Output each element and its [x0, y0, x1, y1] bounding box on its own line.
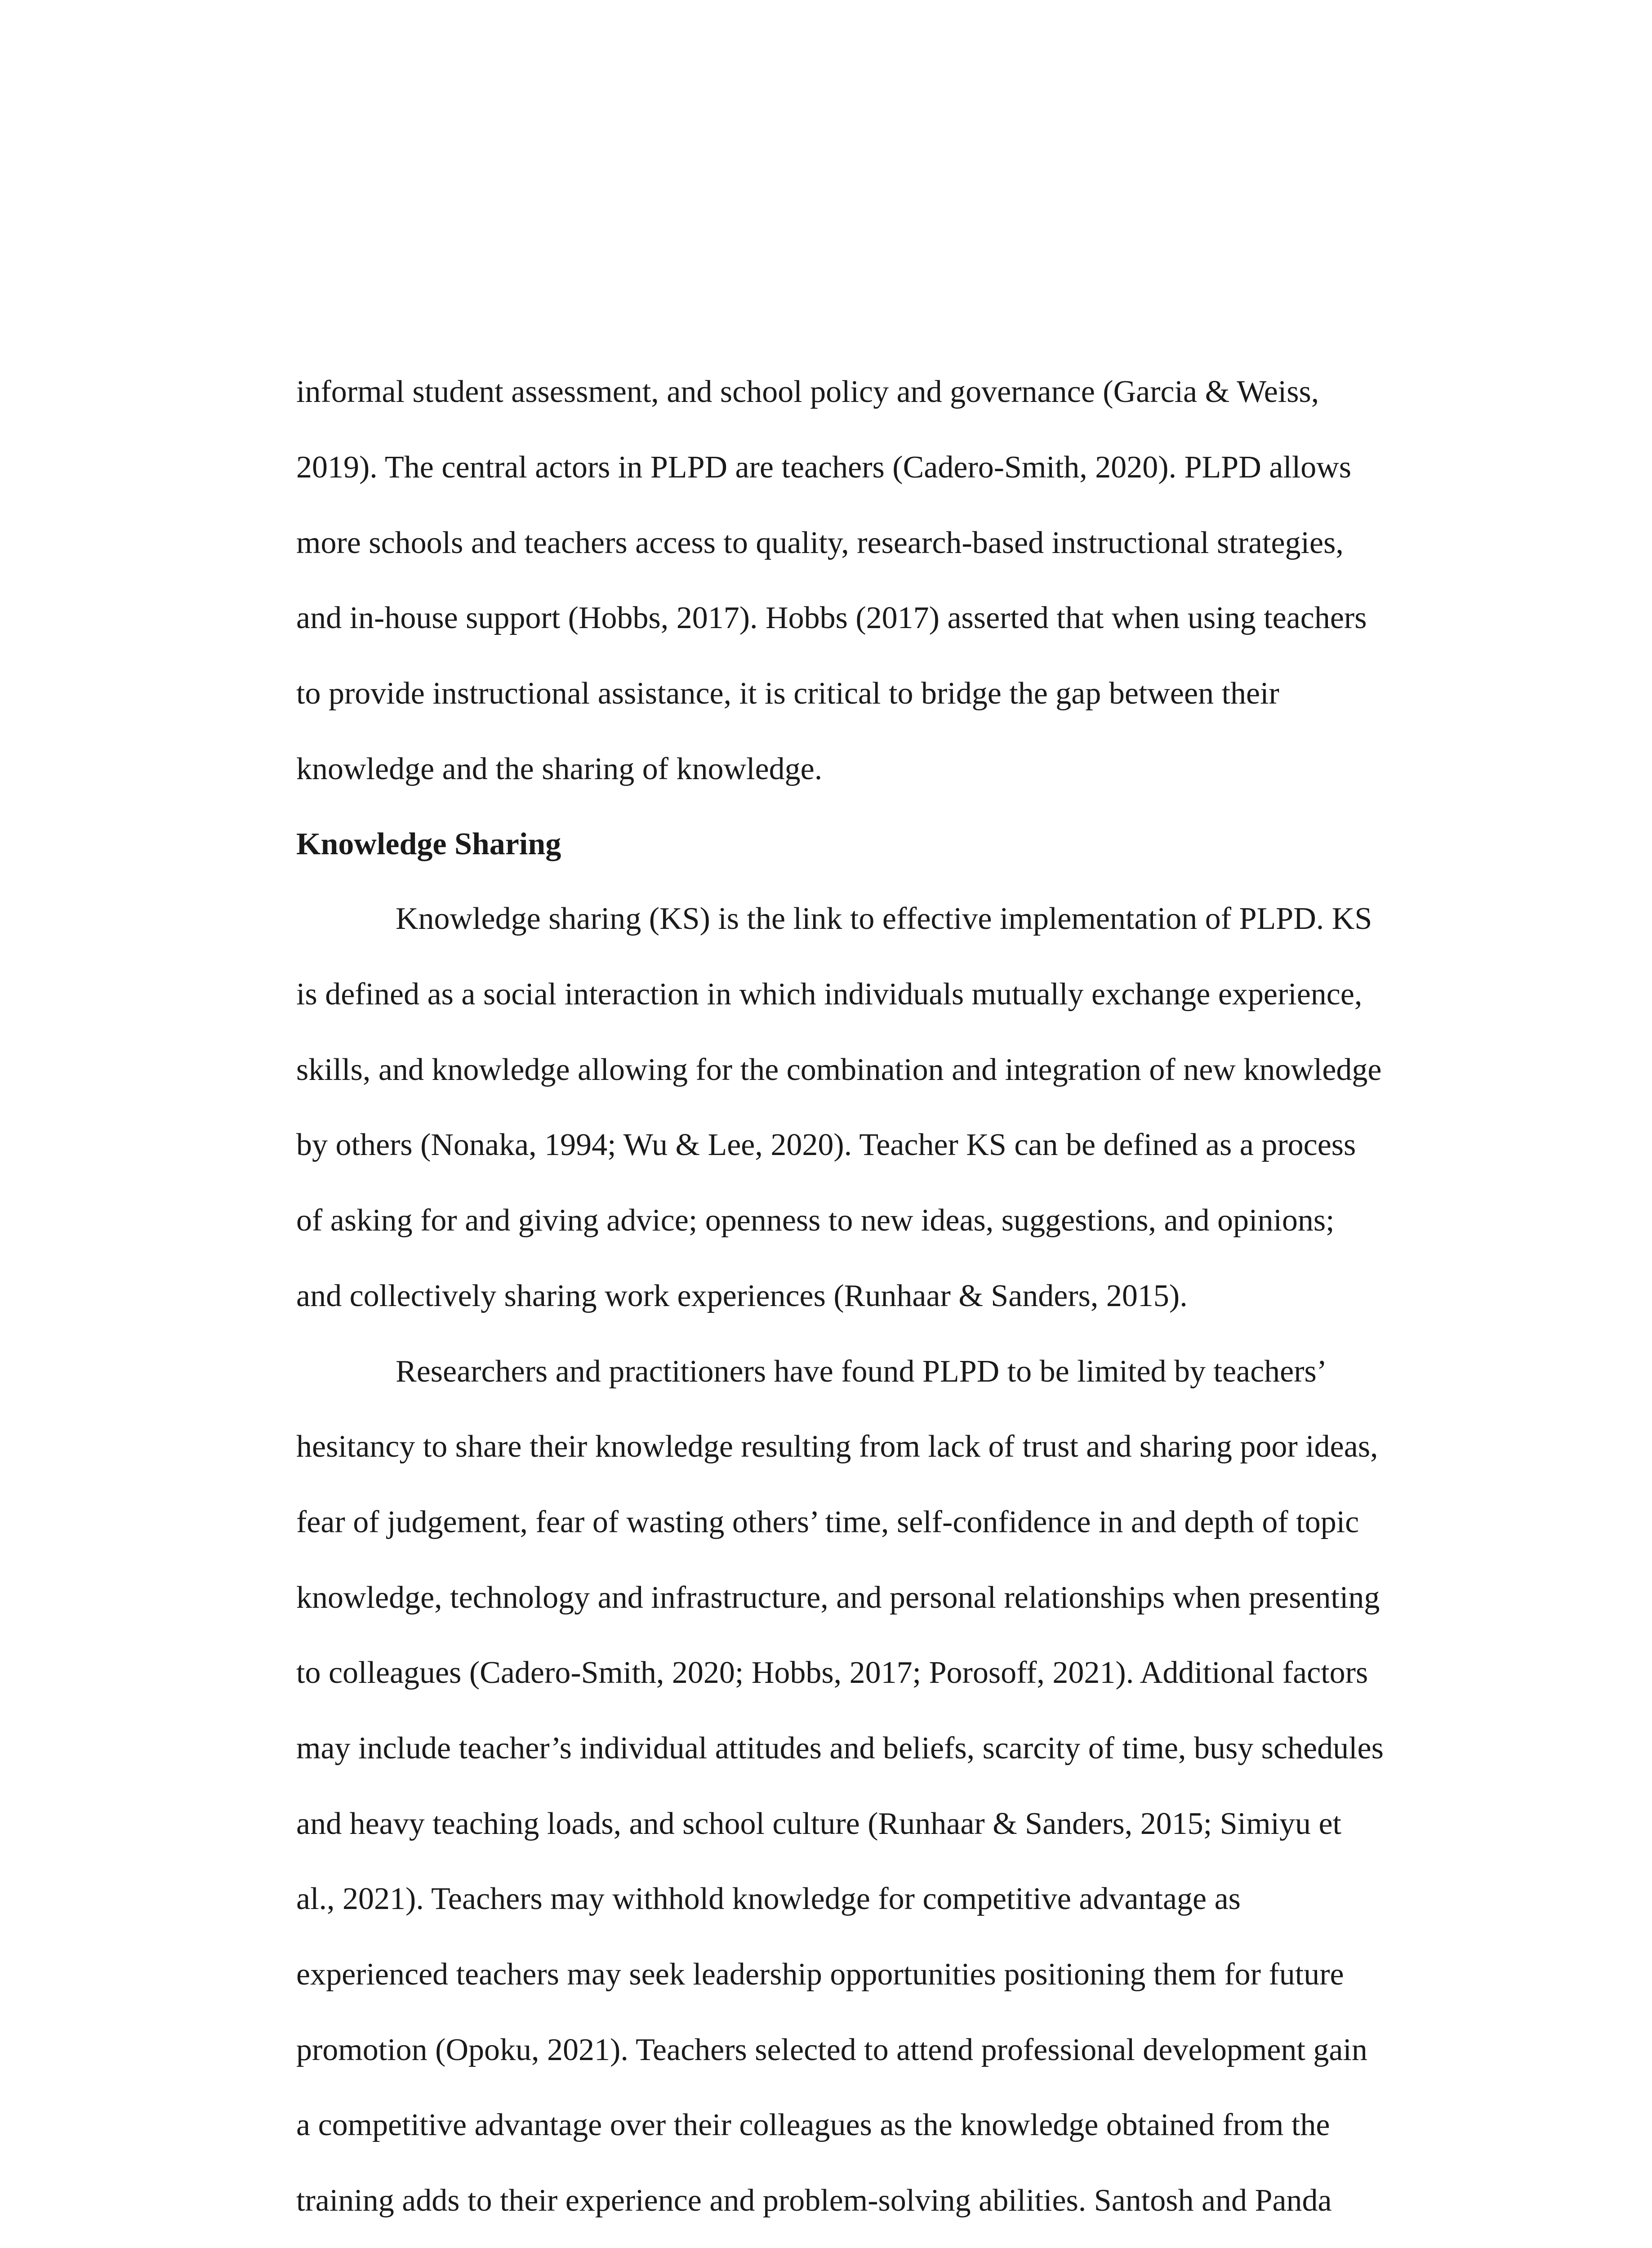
- paragraph-3-line-4: knowledge, technology and infrastructure, and personal relationships when presenting: [296, 1580, 1380, 1615]
- paragraph-2-line-4: by others (Nonaka, 1994; Wu & Lee, 2020). Teacher KS can be defined as a process: [296, 1128, 1356, 1162]
- paragraph-1-line-1: informal student assessment, and school policy and governance (Garcia & Weiss,: [296, 375, 1319, 409]
- section-heading: Knowledge Sharing: [296, 827, 561, 861]
- paragraph-1-line-2: 2019). The central actors in PLPD are teachers (Cadero-Smith, 2020). PLPD allows: [296, 450, 1352, 485]
- paragraph-3-line-11: a competitive advantage over their colleagues as the knowledge obtained from the: [296, 2108, 1330, 2142]
- paragraph-2-line-3: skills, and knowledge allowing for the combination and integration of new knowledge: [296, 1053, 1382, 1087]
- paragraph-1-line-6: knowledge and the sharing of knowledge.: [296, 752, 823, 786]
- paragraph-3-line-3: fear of judgement, fear of wasting others’ time, self-confidence in and depth of topic: [296, 1505, 1359, 1539]
- paragraph-1-line-5: to provide instructional assistance, it is critical to bridge the gap between their: [296, 676, 1279, 711]
- paragraph-1-line-4: and in-house support (Hobbs, 2017). Hobbs (2017) asserted that when using teachers: [296, 601, 1367, 635]
- paragraph-2-line-2: is defined as a social interaction in which individuals mutually exchange experience,: [296, 977, 1363, 1012]
- paragraph-3-line-5: to colleagues (Cadero-Smith, 2020; Hobbs, 2017; Porosoff, 2021). Additional factors: [296, 1655, 1368, 1690]
- paragraph-3-line-7: and heavy teaching loads, and school culture (Runhaar & Sanders, 2015; Simiyu et: [296, 1806, 1342, 1841]
- paragraph-3-line-8: al., 2021). Teachers may withhold knowledge for competitive advantage as: [296, 1882, 1241, 1916]
- paragraph-3-line-2: hesitancy to share their knowledge resulting from lack of trust and sharing poor ideas,: [296, 1429, 1378, 1464]
- paragraph-1-line-3: more schools and teachers access to quality, research-based instructional strategies,: [296, 526, 1344, 560]
- paragraph-2-line-6: and collectively sharing work experiences (Runhaar & Sanders, 2015).: [296, 1279, 1188, 1313]
- paragraph-2-line-5: of asking for and giving advice; openness to new ideas, suggestions, and opinions;: [296, 1203, 1335, 1238]
- paragraph-3-line-9: experienced teachers may seek leadership opportunities positioning them for future: [296, 1957, 1344, 1992]
- paragraph-3-line-10: promotion (Opoku, 2021). Teachers selected to attend professional development gain: [296, 2033, 1367, 2067]
- paragraph-3-line-12: training adds to their experience and problem-solving abilities. Santosh and Panda: [296, 2183, 1332, 2218]
- paragraph-2-line-1: Knowledge sharing (KS) is the link to effective implementation of PLPD. KS: [396, 901, 1372, 936]
- paragraph-3-line-1: Researchers and practitioners have found PLPD to be limited by teachers’: [396, 1354, 1327, 1389]
- paragraph-3-line-6: may include teacher’s individual attitudes and beliefs, scarcity of time, busy schedules: [296, 1731, 1384, 1766]
